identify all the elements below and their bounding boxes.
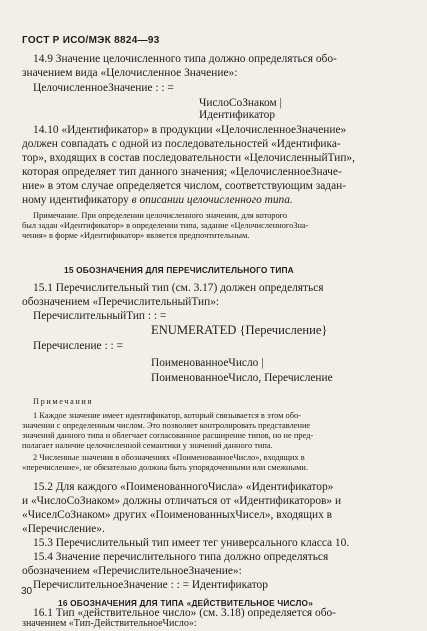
p15-4-production: ПеречислительноеЗначение : : = Идентификатор (33, 579, 268, 591)
note-1-line2: значении с определенным числом. Это позволяет контролировать представление (22, 421, 311, 430)
note-1-line3: значений данного типа и облегчает согласованное расширение типов, но не пред- (22, 431, 314, 440)
p14-9-line2: значением вида «Целочисленное Значение»: (22, 67, 238, 79)
p14-10-line5: ние» в этом случае определяется числом, соответствующим задан- (22, 180, 347, 192)
p14-9-alt2: Идентификатор (199, 109, 276, 121)
p14-9-line1: 14.9 Значение целочисленного типа должно определяться обо- (33, 53, 337, 65)
p14-9-production: ЦелочисленноеЗначение : : = (33, 82, 174, 94)
p15-1-production: ПеречислительныйТип : : = (33, 310, 167, 322)
note1-line1: Примечание. При определении целочисленного значения, для которого (33, 211, 288, 220)
note-1-line4: полагает наличие целочисленной семантики у значений данного типа. (22, 441, 273, 450)
note1-line3: чения» в форме «Идентификатор» является предпочтительным. (22, 231, 250, 240)
p15-1-line2: обозначением «ПеречислительныйТип»: (22, 296, 220, 308)
page-number: 30 (21, 586, 33, 597)
p14-10-line6-start: ному идентификатору (22, 194, 132, 206)
p15-2-line3: «ЧиселСоЗнаком» других «ПоименованныхЧисел», входящих в (22, 509, 333, 521)
page-header: ГОСТ Р ИСО/МЭК 8824—93 (22, 35, 160, 46)
p14-10-line3: тор», входящих в состав последовательности «ЦелочисленныйТип», (22, 152, 355, 164)
section16-heading: 16 ОБОЗНАЧЕНИЯ ДЛЯ ТИПА «ДЕЙСТВИТЕЛЬНОЕ ЧИСЛО» (58, 598, 314, 608)
p15-2-line2: и «ЧислоСоЗнаком» должны отличаться от «Идентификаторов» и (22, 495, 342, 507)
note-2-line1: 2 Численные значения в обозначениях «ПоименованноеЧисло», входящих в (33, 453, 305, 462)
p14-9-alt1: ЧислоСоЗнаком | (199, 97, 282, 109)
p15-4-line2: обозначением «ПеречислительноеЗначение»: (22, 565, 242, 577)
section15-heading: 15 ОБОЗНАЧЕНИЯ ДЛЯ ПЕРЕЧИСЛИТЕЛЬНОГО ТИПА (64, 265, 294, 275)
p14-10-line6 (22, 194, 293, 207)
p15-1-alt2: ПоименованноеЧисло, Перечисление (151, 372, 333, 384)
p14-10-line4: которая определяет тип данного значения; «ЦелочисленноеЗначе- (22, 166, 342, 178)
p14-10-line1: 14.10 «Идентификатор» в продукции «ЦелочисленноеЗначение» (33, 124, 347, 136)
p14-10-line2: должен совпадать с одной из последовательностей «Идентифика- (22, 138, 341, 150)
p15-4-line1: 15.4 Значение перечислительного типа должно определяться (33, 551, 329, 563)
p15-1-enumeration: Перечисление : : = (33, 340, 123, 352)
p15-2-line4: «Перечисление». (22, 523, 105, 535)
note-1-line1: 1 Каждое значение имеет идентификатор, который связывается в этом обо- (33, 411, 301, 420)
note-2-line2: «перечисление», не обязательно должны быть упорядоченными или смежными. (22, 463, 309, 472)
p16-1-line1: 16.1 Тип «действительное число» (см. 3.18) определяется обо- (33, 607, 336, 619)
p14-10-line6-italic: в описании целочисленного типа. (131, 194, 293, 206)
p15-1-alt1: ПоименованноеЧисло | (151, 357, 264, 369)
notes-heading: Примечания (33, 397, 93, 406)
p16-1-line2: значением «Тип-ДействительноеЧисло»: (22, 618, 197, 629)
note1-line2: был задан «Идентификатор» в определении типа, задание «ЦелочисленногоЗна- (22, 221, 309, 230)
p15-3-line1: 15.3 Перечислительный тип имеет тег универсального класса 10. (33, 537, 350, 549)
p15-2-line1: 15.2 Для каждого «ПоименованногоЧисла» «Идентификатор» (33, 481, 334, 493)
p15-1-line1: 15.1 Перечислительный тип (см. 3.17) должен определяться (33, 282, 324, 294)
p15-1-enumerated: ENUMERATED {Перечисление} (151, 323, 328, 337)
